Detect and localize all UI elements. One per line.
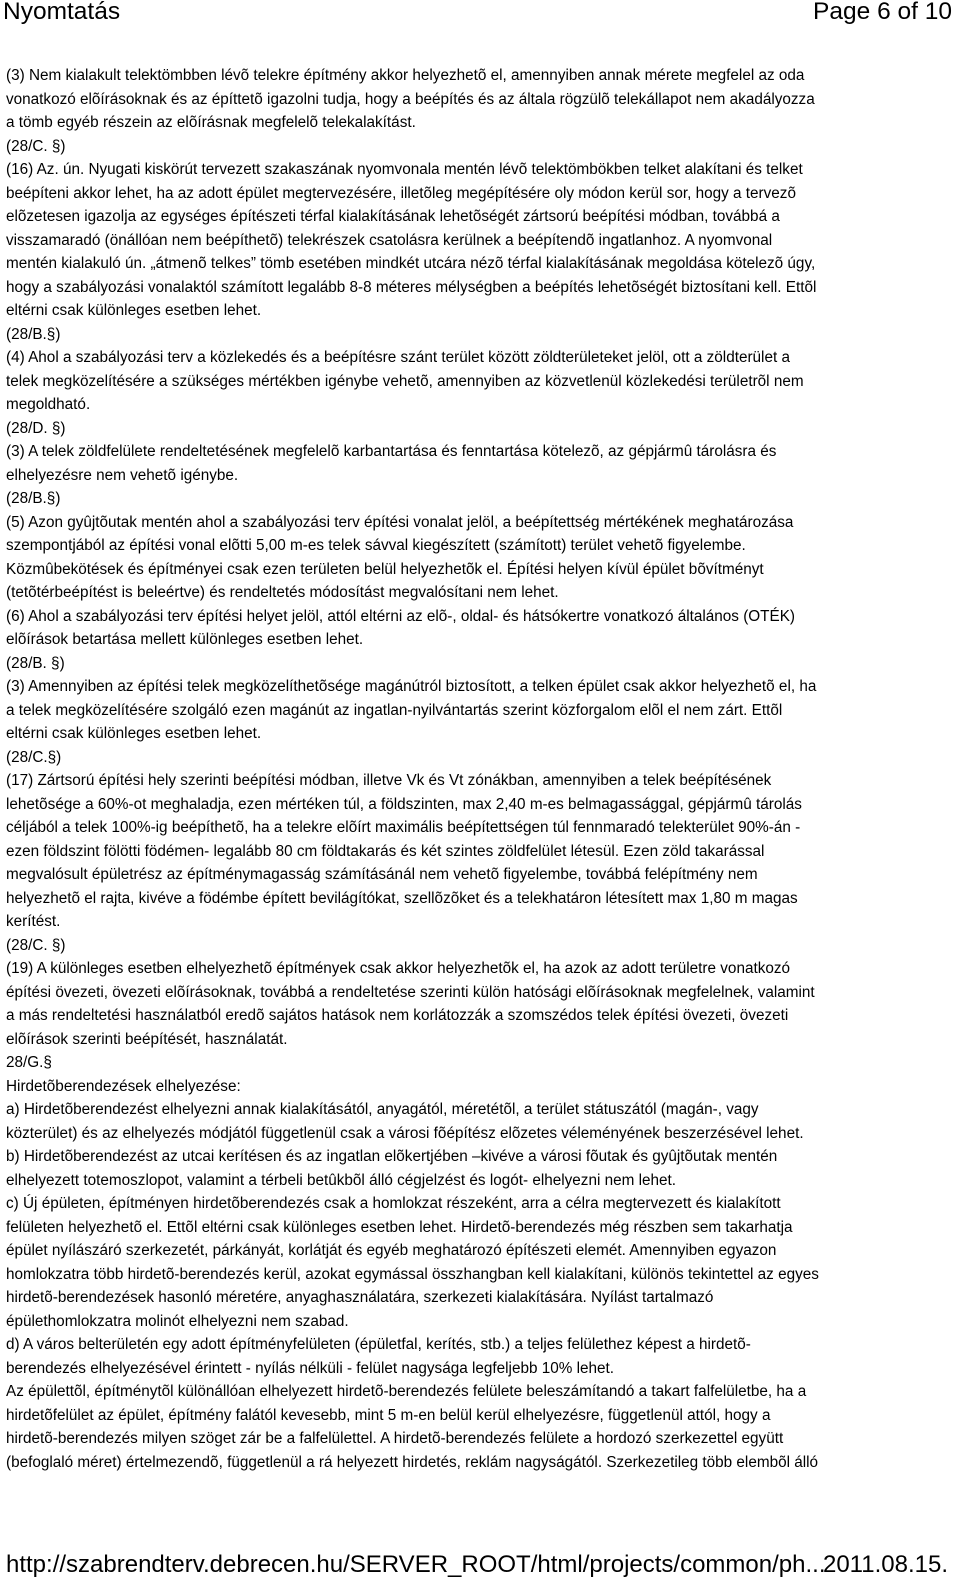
text-line: d) A város belterületén egy adott építményfelületen (épületfal, kerítés, stb.) a teljes felülethez képest a hirdetõ- — [6, 1336, 751, 1353]
text-line: (19) A különleges esetben elhelyezhetõ építmények csak akkor helyezhetõk el, ha azok az adott területre vonatkozó — [6, 960, 791, 977]
print-date: 2011.08.15. — [822, 1551, 948, 1578]
text-line: Hirdetõberendezések elhelyezése: — [6, 1077, 241, 1095]
page-header — [0, 0, 960, 44]
text-line: a más rendeltetési használatból eredõ sajátos hatások nem korlátozzák a szomszédos telek építési övezeti, övezeti — [6, 1007, 789, 1024]
source-url[interactable]: http://szabrendterv.debrecen.hu/SERVER_ROOT/html/projects/common/ph... — [6, 1551, 826, 1578]
text-line: elõzetesen igazolja az egységes építészeti térfal kialakításának lehetõségét zártsorú beépítési módban, továbbá a — [6, 208, 780, 225]
text-line: (28/C. §) — [6, 936, 66, 954]
print-title: Nyomtatás — [3, 0, 121, 25]
text-line: ezen földszint fölötti födémen- legalább 80 cm földtakarás és két szintes zöldfelület létesül. Ezen zöld takarással — [6, 842, 765, 860]
text-line: elhelyezésre nem vehetõ igénybe. — [6, 466, 239, 484]
text-line: épülethomlokzatra molinót elhelyezni nem szabad. — [6, 1312, 349, 1330]
text-line: (3) Amennyiben az építési telek megközelíthetõsége magánútról biztosított, a telken épület csak akkor helyezhetõ el, ha — [6, 678, 817, 695]
text-line: épület nyílászáró szerkezetét, párkányát, korlátját és egyéb meghatározó építészeti elemét. Amennyiben egyazon — [6, 1242, 777, 1259]
text-line: (28/C. §) — [6, 137, 66, 155]
text-line: (befoglaló méret) értelmezendõ, függetlenül a rá helyezett hirdetés, reklám nagyságától. Szerkezetileg több elembõl álló — [6, 1453, 819, 1471]
text-line: (5) Azon gyûjtõutak mentén ahol a szabályozási terv építési vonalat jelöl, a beépítettség mértékének meghatározása — [6, 513, 794, 531]
text-line: a telek megközelítésére szolgáló ezen magánút az ingatlan-nyilvántartás szerint közforgalom elõl el nem zárt. Ettõl — [6, 701, 783, 719]
text-line: megvalósult épületrész az építménymagasság számításánál nem vehetõ figyelembe, továbbá felépítmény nem — [6, 866, 758, 883]
text-line: (28/B. §) — [6, 654, 65, 672]
text-line: 28/G.§ — [6, 1054, 52, 1071]
text-line: elõírások betartása mellett különleges esetben lehet. — [6, 631, 364, 648]
text-line: megoldható. — [6, 396, 91, 413]
text-line: Az épülettõl, építménytõl különállóan elhelyezett hirdetõ-berendezés felülete beleszámítandó a takart falfelületbe, ha a — [6, 1383, 807, 1400]
text-line: (28/D. §) — [6, 419, 66, 437]
text-line: hirdetõfelület az épület, építmény falától kevesebb, mint 5 m-en belül kerül elhelyezésre, függetlenül attól, hogy a — [6, 1406, 771, 1424]
text-line: c) Új épületen, építményen hirdetõberendezés csak a homlokzat részeként, arra a célra megtervezett és kialakított — [6, 1195, 781, 1212]
text-line: hirdetõ-berendezés milyen szöget zár be a falfelülettel. A hirdetõ-berendezés felülete a hordozó szerkezettel együtt — [6, 1430, 784, 1447]
text-line: telek megközelítésére a szükséges mértékben igénybe vehetõ, amennyiben az közvetlenül közlekedési területrõl nem — [6, 372, 804, 390]
text-line: a tömb egyéb részein az elõírásnak megfelelõ telekalakítást. — [6, 114, 416, 131]
text-line: (tetõtérbeépítést is beleértve) és rendeltetés módosítást megvalósítani nem lehet. — [6, 584, 559, 601]
text-line: elõírások szerinti beépítését, használatát. — [6, 1030, 288, 1048]
text-line: (4) Ahol a szabályozási terv a közlekedés és a beépítésre szánt terület között zöldterületeket jelöl, ott a zöldterület a — [6, 349, 790, 366]
text-line: kerítést. — [6, 913, 61, 930]
text-line: hirdetõ-berendezések hasonló méretére, anyaghasználatára, szerkezeti kialakítására. Nyílást tartalmazó — [6, 1289, 714, 1306]
text-line: elhelyezett totemoszlopot, valamint a térbeli betûkbõl álló cégjelzést és logót- elhelyezni nem lehet. — [6, 1171, 677, 1189]
text-line: (28/B.§) — [6, 325, 61, 343]
text-line: (28/B.§) — [6, 490, 61, 507]
text-line: közterület) és az elhelyezés módjától függetlenül csak a városi fõépítész elõzetes véleményének beszerzésével lehet. — [6, 1124, 804, 1142]
text-line: (3) A telek zöldfelülete rendeltetésének megfelelõ karbantartása és fenntartása kötelezõ, az gépjármû tárolásra és — [6, 443, 777, 460]
text-line: lehetõsége a 60%-ot meghaladja, ezen mértéken túl, a földszinten, max 2,40 m-es belmagassággal, gépjármû tárolás — [6, 795, 802, 813]
text-line: (3) Nem kialakult telektömbben lévõ telekre építmény akkor helyezhetõ el, amennyiben annak mérete megfelel az oda — [6, 67, 805, 84]
text-line: felületen helyezhetõ el. Ettõl eltérni csak különleges esetben lehet. Hirdetõ-berendezés még részben sem takarhatja — [6, 1218, 793, 1236]
text-line: a) Hirdetõberendezést elhelyezni annak kialakításától, anyagától, méretétõl, a terület státuszától (magán-, vagy — [6, 1101, 759, 1118]
text-line: visszamaradó (önállóan nem beépíthetõ) telekrészek csatolásra kerülnek a beépítendõ ingatlanhoz. A nyomvonal — [6, 231, 773, 249]
page-indicator: Page 6 of 10 — [813, 0, 952, 25]
text-line: berendezés elhelyezésével érintett - nyílás nélküli - felület nagysága legfeljebb 10% lehet. — [6, 1359, 614, 1377]
text-line: szempontjából az építési vonal elõtti 5,00 m-es telek sávval kiegészített (számított) terület vehetõ figyelembe. — [6, 537, 746, 554]
text-line: b) Hirdetõberendezést az utcai kerítésen és az ingatlan elõkertjében –kivéve a városi fõutak és gyûjtõutak mentén — [6, 1148, 778, 1165]
text-line: mentén kialakuló ún. „átmenõ telkes” tömb esetében mindkét utcára nézõ térfal kialakításának megoldása kötelezõ úgy, — [6, 255, 816, 272]
text-line: helyezhetõ el rajta, kivéve a födémbe épített bevilágítókat, szellõzõket és a telekhatáron létesített max 1,80 m magas — [6, 889, 798, 907]
text-line: homlokzatra több hirdetõ-berendezés kerül, azokat egymással összhangban kell kialakítani, különös tekintettel az egyes — [6, 1265, 819, 1283]
page-footer — [0, 1546, 960, 1584]
text-line: hogy a szabályozási vonalaktól számított legalább 8-8 méteres mélységben a beépítés lehetõségét biztosítani kell. Ettõl — [6, 278, 817, 296]
document-body — [6, 64, 952, 1474]
text-line: eltérni csak különleges esetben lehet. — [6, 725, 262, 742]
text-line: Közmûbekötések és építményei csak ezen területen belül helyezhetõk el. Építési helyen kívül épület bõvítményt — [6, 560, 764, 578]
text-line: eltérni csak különleges esetben lehet. — [6, 302, 262, 319]
text-line: beépíteni akkor lehet, ha az adott épület megtervezésére, illetõleg megépítésére oly módon kerül sor, hogy a tervezõ — [6, 184, 796, 202]
text-line: céljából a telek 100%-ig beépíthetõ, ha a telekre elõírt maximális beépítettségen túl fennmaradó telekterület 90%-án - — [6, 819, 801, 836]
text-line: (17) Zártsorú építési hely szerinti beépítési módban, illetve Vk és Vt zónákban, amennyiben a telek beépítésének — [6, 772, 772, 789]
text-line: (28/C.§) — [6, 748, 62, 766]
text-line: vonatkozó elõírásoknak és az építtetõ igazolni tudja, hogy a beépítés és az általa rögzülõ telekállapot nem akadályozza — [6, 90, 815, 108]
text-line: építési övezeti, övezeti elõírásoknak, továbbá a rendeltetése szerinti külön hatósági elõírásoknak megfelelnek, valamint — [6, 983, 815, 1001]
text-line: (6) Ahol a szabályozási terv építési helyet jelöl, attól eltérni az elõ-, oldal- és hátsókertre vonatkozó általános (OTÉK) — [6, 607, 796, 625]
text-line: (16) Az. ún. Nyugati kiskörút tervezett szakaszának nyomvonala mentén lévõ telektömbökben telket alakítani és telket — [6, 161, 803, 178]
